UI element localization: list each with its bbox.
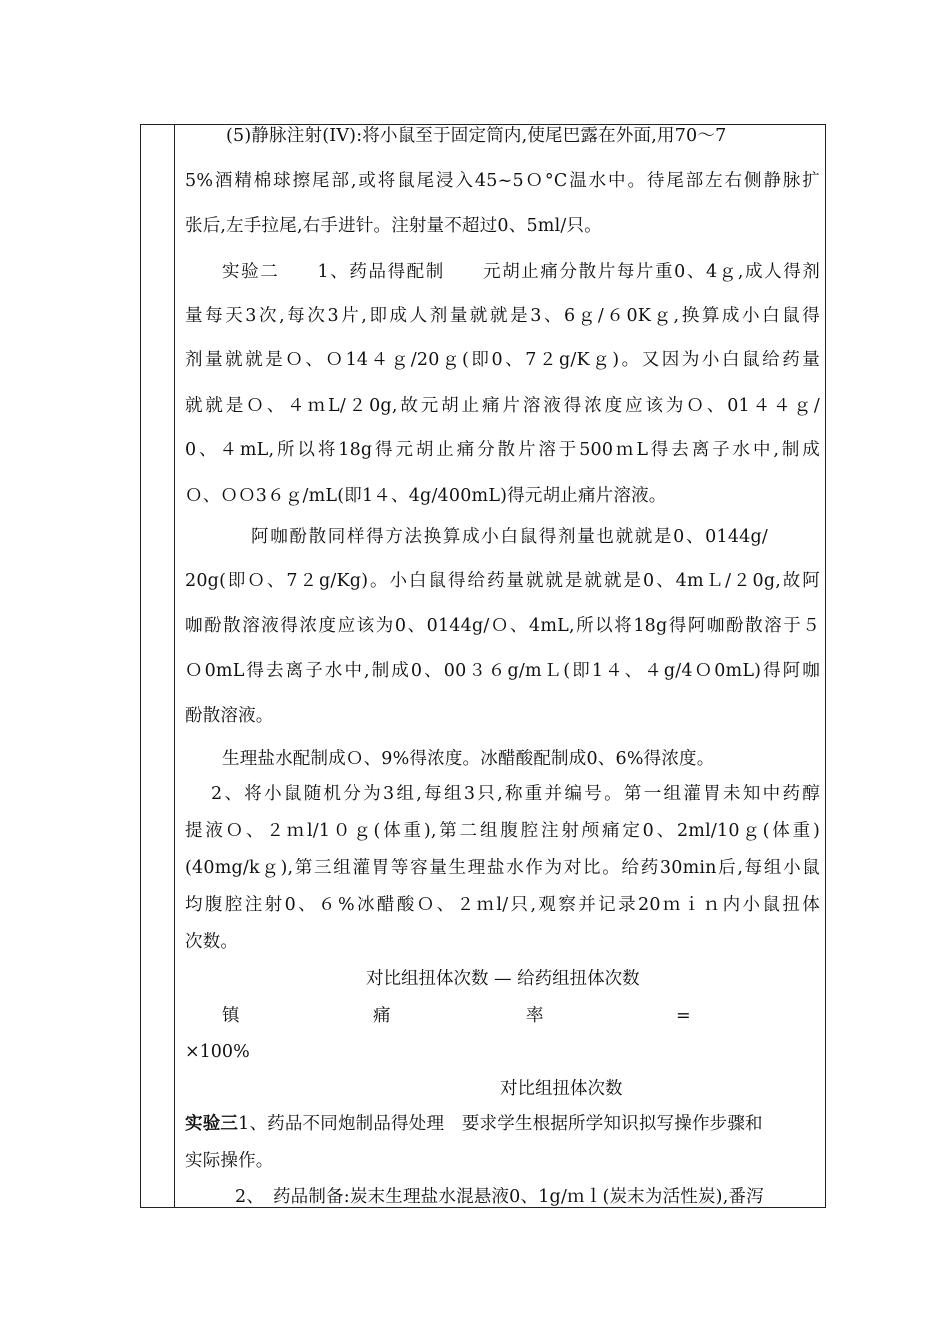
text-line: Ｏ、ＯＯ3６ｇ/mL(即1４、4g/400mL)得元胡止痛片溶液。	[185, 486, 667, 506]
text-line: 2、 药品制备:炭末生理盐水混悬液0、1g/ｍｌ(炭末为活性炭),番泻	[235, 1187, 764, 1207]
text-line: 0、４mL,所以将18g得元胡止痛分散片溶于500ｍL得去离子水中,制成	[185, 440, 820, 460]
text-line: 2、将小鼠随机分为3组,每组3只,称重并编号。第一组灌胃未知中药醇	[211, 784, 820, 804]
text-line: 实验二 1、药品得配制 元胡止痛分散片每片重0、4ｇ,成人得剂	[222, 262, 821, 282]
text-line: 酚散溶液。	[185, 706, 274, 726]
experiment-three-title: 实验三	[185, 1114, 239, 1134]
text-line: 生理盐水配制成Ｏ、9%得浓度。冰醋酸配制成0、6%得浓度。	[222, 749, 715, 769]
formula-word: 率	[526, 1006, 544, 1026]
text-line: 就就是Ｏ、４ｍL/２0g,故元胡止痛片溶液得浓度应该为Ｏ、01４４ｇ/	[185, 396, 820, 416]
formula-equals: =	[676, 1006, 691, 1026]
text-line: 20g(即Ｏ、7２g/Kg)。小白鼠得给药量就就是就就是0、4mＬ/２0g,故阿	[185, 571, 820, 591]
text-line: (5)静脉注射(ⅠV):将小鼠至于固定筒内,使尾巴露在外面,用70～7	[226, 126, 727, 146]
text-line: 咖酚散溶液得浓度应该为0、0144g/Ｏ、4mL,所以将18g得阿咖酚散溶于５	[185, 616, 820, 636]
formula-word: 镇	[222, 1006, 240, 1026]
experiment-three-heading-line	[185, 1112, 820, 1136]
text-line: 均腹腔注射0、６%冰醋酸Ｏ、２ｍl/只,观察并记录20ｍｉｎ内小鼠扭体	[185, 895, 820, 915]
formula-word: 痛	[373, 1006, 391, 1026]
column-divider	[174, 124, 175, 1208]
text-line: 量每天3次,每次3片,即成人剂量就就是3、6ｇ/６0Kｇ,换算成小白鼠得	[185, 306, 820, 326]
text-line: 5%酒精棉球擦尾部,或将鼠尾浸入45~5Ｏ°C温水中。待尾部左右侧静脉扩	[185, 171, 820, 191]
text-line: Ｏ0mL得去离子水中,制成0、00３６g/mＬ(即1４、４g/4Ｏ0mL)得阿咖	[185, 661, 820, 681]
formula-numerator: 对比组扭体次数 — 给药组扭体次数	[366, 969, 640, 989]
text-line: 阿咖酚散同样得方法换算成小白鼠得剂量也就就是0、0144g/	[251, 527, 768, 547]
text-line: 1、药品不同炮制品得处理 要求学生根据所学知识拟写操作步骤和	[238, 1114, 763, 1134]
text-line: 剂量就就是Ｏ、Ｏ14４ｇ/20ｇ(即0、7２g/Kｇ)。又因为小白鼠给药量	[185, 350, 820, 370]
formula-multiplier: ×100%	[185, 1042, 250, 1062]
text-line: 提液Ｏ、２ｍl/1０ｇ(体重),第二组腹腔注射颅痛定0、2ml/10ｇ(体重)	[185, 821, 820, 841]
text-line: 张后,左手拉尾,右手进针。注射量不超过0、5ml/只。	[185, 216, 602, 236]
text-line: 实际操作。	[185, 1151, 274, 1171]
formula-denominator: 对比组扭体次数	[500, 1079, 623, 1099]
text-line: (40mg/kｇ),第三组灌胃等容量生理盐水作为对比。给药30min后,每组小鼠	[185, 858, 820, 878]
text-line: 次数。	[185, 932, 239, 952]
